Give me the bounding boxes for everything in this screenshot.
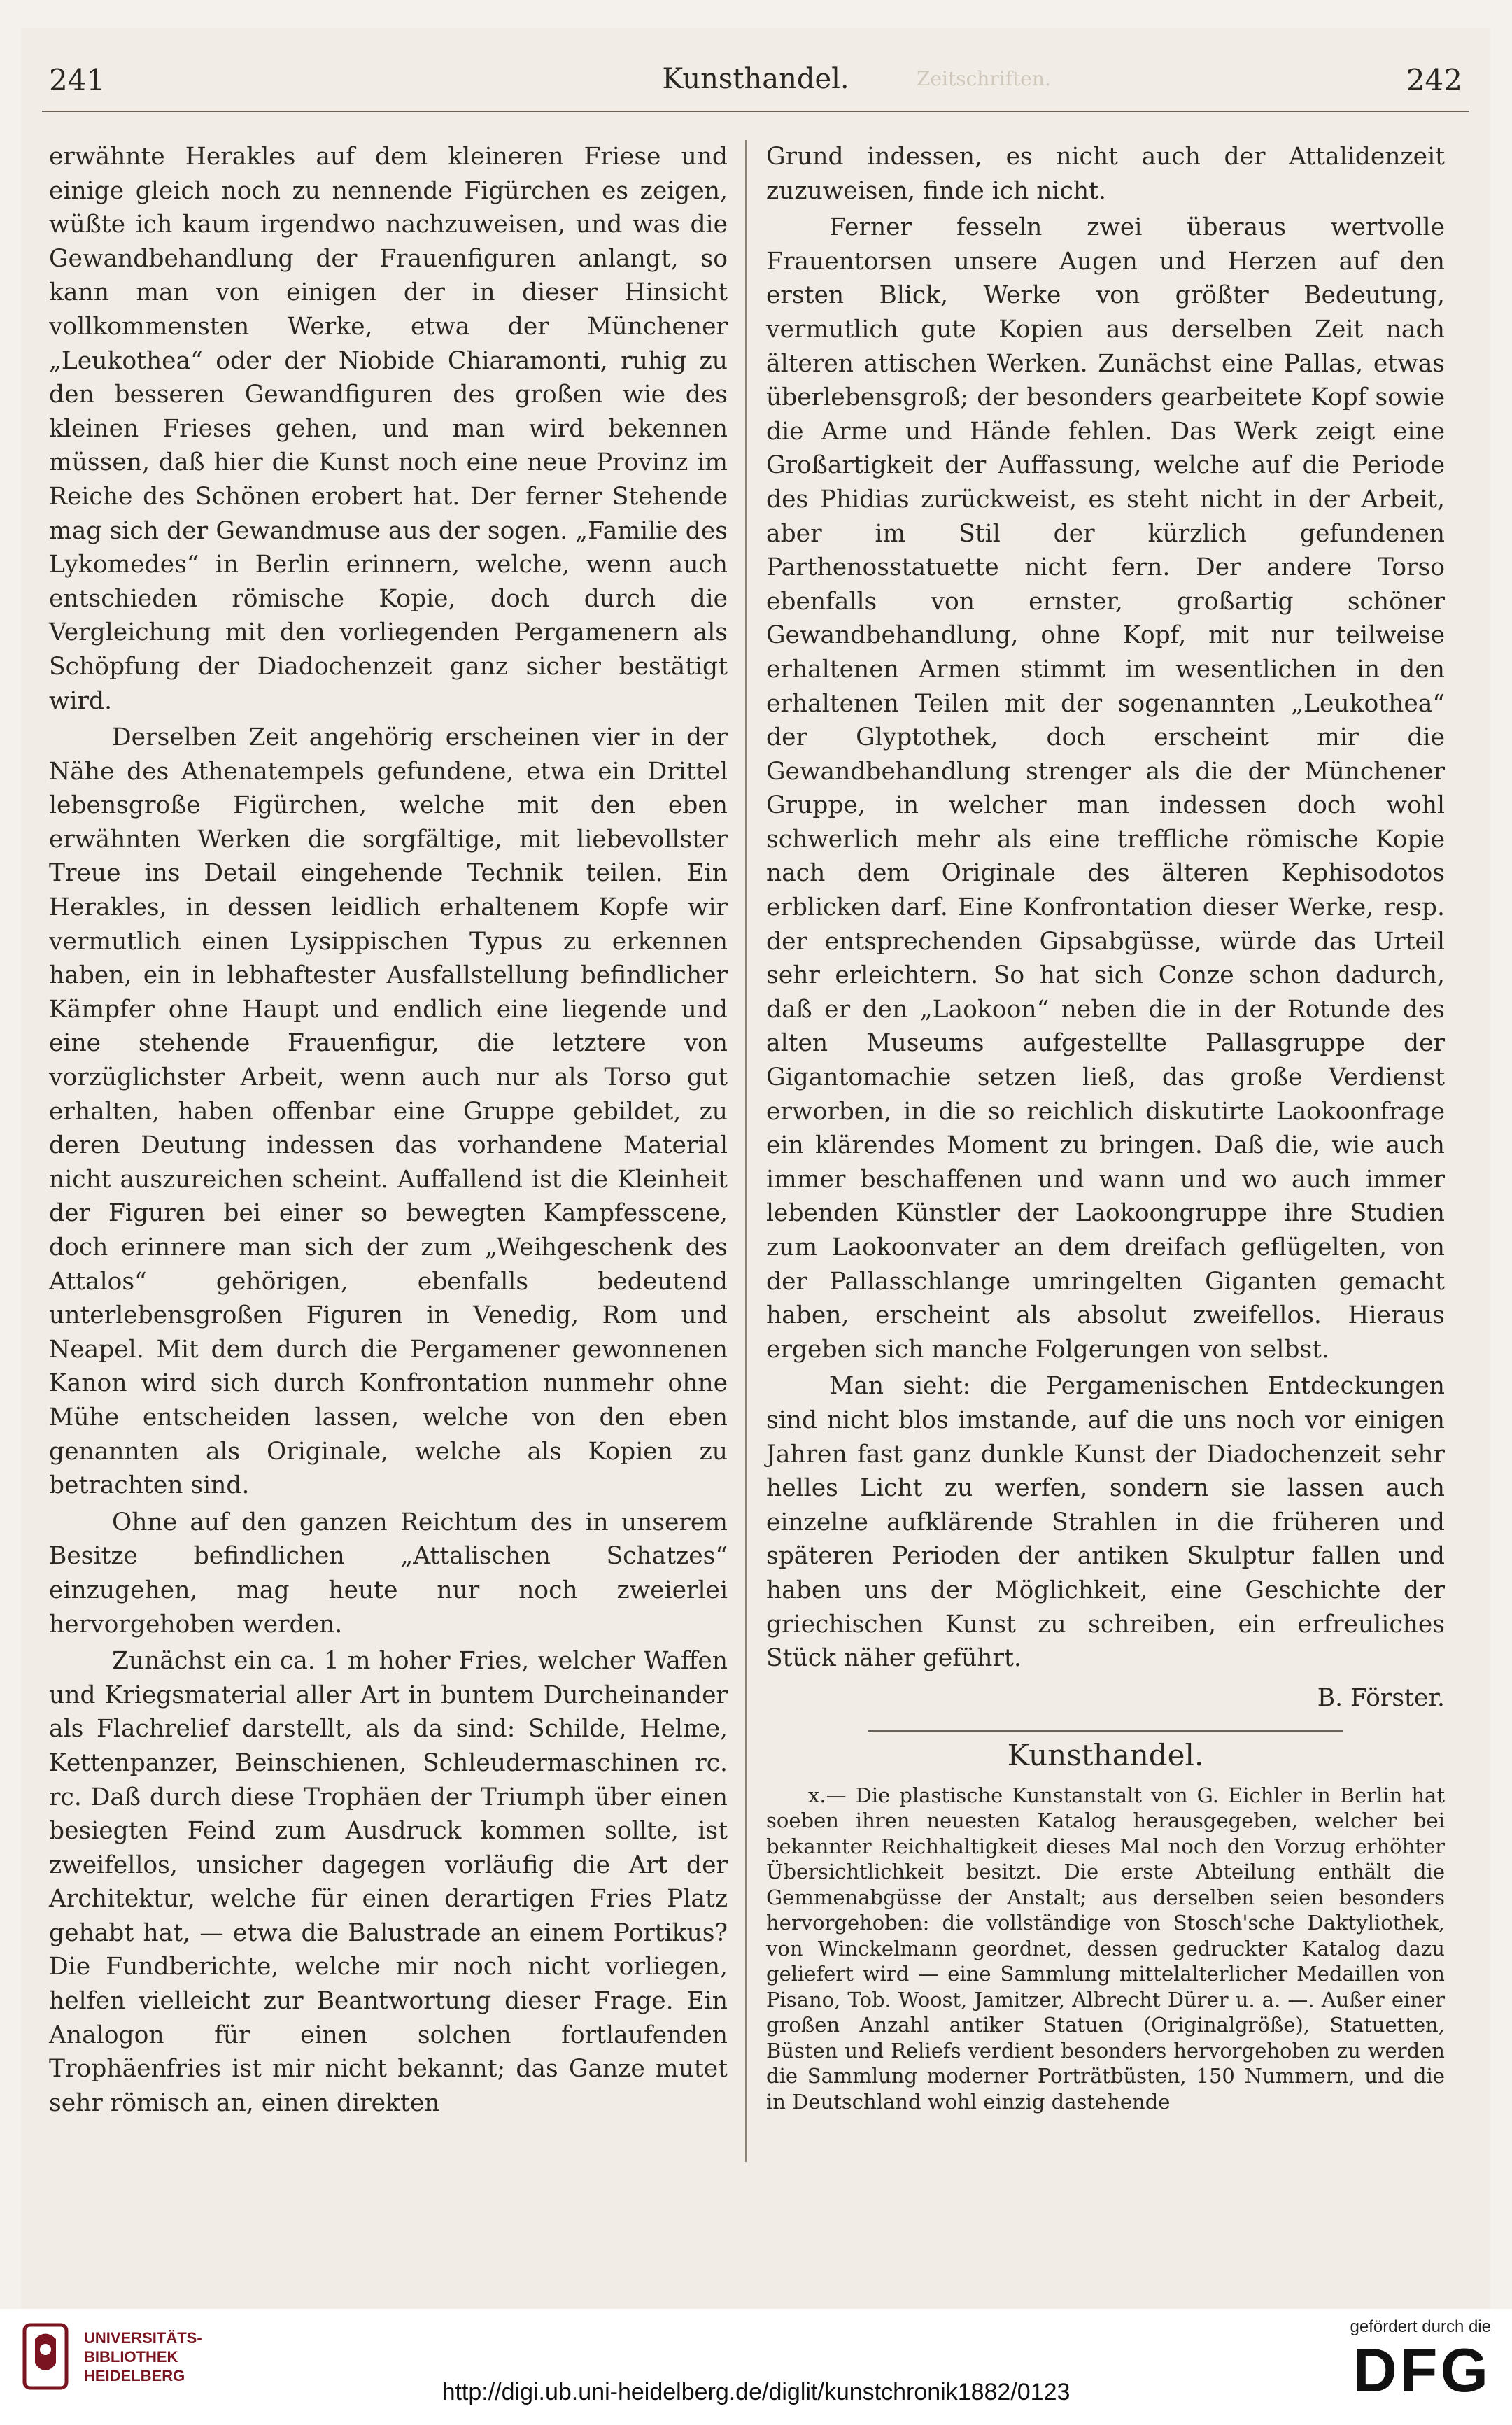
author-signature: B. Förster. [1317,1683,1445,1712]
paragraph: Man sieht: die Pergamenischen Entdeckungen sind nicht blos imstande, auf die uns noch vor einigen Jahren fast ganz dunkle Kunst der Diadochenzeit sehr helles Licht zu werfen, sondern sie lassen auch einzelne aufklärende Strahlen in die früheren und späteren Perioden der antiken Skulptur fallen und haben uns der Möglichkeit, eine Geschichte der griechischen Kunst zu schreiben, ein erfreuliches Stück näher geführt. [766,1372,1445,1673]
left-column [49,140,728,2120]
paragraph: Ohne auf den ganzen Reichtum des in unserem Besitze befindlichen „Attalischen Schatzes“ einzugehen, mag heute nur noch zweierlei hervorgehoben werden. [49,1508,728,1639]
page-header [21,42,1490,98]
header-rule [42,111,1469,112]
page-number-left: 241 [49,63,106,97]
paragraph: erwähnte Herakles auf dem kleineren Friese und einige gleich noch zu nennende Figürchen es zeigen, wüßte ich kaum irgendwo nachzuweisen, und was die Gewandbehandlung der Frauenfiguren anlangt, so kann man von einigen der in dieser Hinsicht vollkommensten Werke, etwa der Münchener „Leukothea“ oder der Niobide Chiaramonti, ruhig zu den besseren Gewandfiguren des großen wie des kleinen Frieses gehen, und man wird bekennen müssen, daß hier die Kunst noch eine neue Provinz im Reiche des Schönen erobert hat. Der ferner Stehende mag sich der Gewandmuse aus der sogen. „Familie des Lykomedes“ in Berlin erinnern, welche, wenn auch entschieden römische Kopie, doch durch die Vergleichung mit den vorliegenden Pergamenern als Schöpfung der Diadochenzeit ganz sicher bestätigt wird. [49,143,728,715]
paragraph: Derselben Zeit angehörig erscheinen vier in der Nähe des Athenatempels gefundene, etwa ein Drittel lebensgroße Figürchen, welche mit den eben erwähnten Werken die sorgfältige, mit liebevollster Treue ins Detail eingehende Technik teilen. Ein Herakles, in dessen leidlich erhaltenem Kopfe wir vermutlich einen Lysippischen Typus zu erkennen haben, ein in lebhaftester Ausfallstellung befindlicher Kämpfer ohne Haupt und endlich eine liegende und eine stehende Frauenfigur, die letztere von vorzüglichster Arbeit, wenn auch nur als Torso gut erhalten, haben offenbar eine Gruppe gebildet, zu deren Deutung indessen das vorhandene Material nicht auszureichen scheint. Auffallend ist die Kleinheit der Figuren bei einer so bewegten Kampfesscene, doch erinnere man sich der zum „Weihgeschenk des Attalos“ gehörigen, ebenfalls bedeutend unterlebensgroßen Figuren in Venedig, Rom und Neapel. Mit dem durch die Pergamener gewonnenen Kanon wird sich durch Konfrontation nunmehr ohne Mühe entscheiden lassen, welche von den eben genannten als Originale, welche als Kopien zu betrachten sind. [49,723,728,1500]
funded-by-text: gefördert durch die [1350,2317,1491,2336]
section-rule [868,1730,1343,1732]
running-title: Kunsthandel. [662,63,849,95]
library-footer [0,2309,1512,2425]
dfg-logo: DFG [1352,2335,1491,2405]
uni-line: HEIDELBERG [84,2366,185,2384]
uni-line: UNIVERSITÄTS- [84,2328,202,2347]
section-title: Kunsthandel. [1007,1738,1204,1773]
uni-line: BIBLIOTHEK [84,2347,178,2366]
dfg-funding [1350,2317,1491,2404]
permalink-url[interactable]: http://digi.ub.uni-heidelberg.de/diglit/kunstchronik1882/0123 [441,2379,1071,2405]
section-paragraph: x.— Die plastische Kunstanstalt von G. Eichler in Berlin hat soeben ihren neuesten Katalog herausgegeben, welcher bei bekannter Reichhaltigkeit dieses Mal noch den Vorzug erhöhter Übersichtlichkeit besitzt. Die erste Abteilung enthält die Gemmenabgüsse der Anstalt; aus derselben seien besonders hervorgehoben: die vollständige von Stosch'sche Daktyliothek, von Winckelmann geordnet, dessen gedruckter Katalog dazu geliefert wird — eine Sammlung mittelalterlicher Medaillen von Pisano, Tob. Woost, Jamitzer, Albrecht Dürer u. a. —. Außer einer großen Anzahl antiker Statuen (Originalgröße), Statuetten, Büsten und Reliefs verdient besonders hervorgehoben zu werden die Sammlung moderner Porträtbüsten, 150 Nummern, und die in Deutschland wohl einzig dastehende [766,1783,1445,2114]
paragraph: Grund indessen, es nicht auch der Attalidenzeit zuzuweisen, finde ich nicht. [766,143,1445,205]
paragraph: Ferner fesseln zwei überaus wertvolle Frauentorsen unsere Augen und Herzen auf den ersten Blick, Werke von größter Bedeutung, vermutlich gute Kopien aus derselben Zeit nach älteren attischen Werken. Zunächst eine Pallas, etwas überlebensgroß; der besonders gearbeitete Kopf sowie die Arme und Hände fehlen. Das Werk zeigt eine Großartigkeit der Auffassung, welche auf die Periode des Phidias zurückweist, es steht nicht in der Arbeit, aber im Stil der kürzlich gefundenen Parthenosstatuette nicht fern. Der andere Torso ebenfalls von ernster, großartig schöner Gewandbehandlung, ohne Kopf, mit nur teilweise erhaltenen Armen stimmt im wesentlichen in den erhaltenen Teilen mit der sogenannten „Leukothea“ der Glyptothek, doch erscheint mir die Gewandbehandlung strenger als die der Münchener Gruppe, in welcher man indessen doch wohl schwerlich mehr als eine treffliche römische Kopie nach dem Originale des älteren Kephisodotos erblicken darf. Eine Konfrontation dieser Werke, resp. der entsprechenden Gipsabgüsse, würde das Urteil sehr erleichtern. So hat sich Conze schon dadurch, daß er den „Laokoon“ neben die in der Rotunde des alten Museums aufgestellte Pallasgruppe der Gigantomachie setzen ließ, das große Verdienst erworben, in die so reichlich diskutirte Laokoonfrage ein klärendes Moment zu bringen. Daß die, wie auch immer beschaffenen und wann und wo auch immer lebenden Künstler der Laokoongruppe ihre Studien zum Laokoonvater an dem dreifach geflügelten, von der Pallasschlange umringelten Giganten gemacht haben, erscheint als absolut zweifellos. Hieraus ergeben sich manche Folgerungen von selbst. [766,213,1445,1364]
university-library-name [84,2328,202,2385]
scanned-page [21,28,1490,2309]
column-divider [745,140,747,2162]
paragraph: Zunächst ein ca. 1 m hoher Fries, welcher Waffen und Kriegsmaterial aller Art in buntem Durcheinander als Flachrelief darstellt, als da sind: Schilde, Helme, Kettenpanzer, Beinschienen, Schleudermaschinen rc. rc. Daß durch diese Trophäen der Triumph über einen besiegten Feind zum Ausdruck kommen sollte, ist zweifellos, unsicher dagegen vorläufig die Art der Architektur, welche für einen derartigen Fries Platz gehabt hat, — etwa die Balustrade an einem Portikus? Die Fundberichte, welche mir noch nicht vorliegen, helfen vielleicht zur Beantwortung dieser Frage. Ein Analogon für einen solchen fortlaufenden Trophäenfries ist mir nicht bekannt; das Ganze mutet sehr römisch an, einen direkten [49,1647,728,2117]
page-number-right: 242 [1406,63,1462,97]
bleed-through-text: Zeitschriften. [917,67,1051,90]
right-column [766,140,1445,2114]
